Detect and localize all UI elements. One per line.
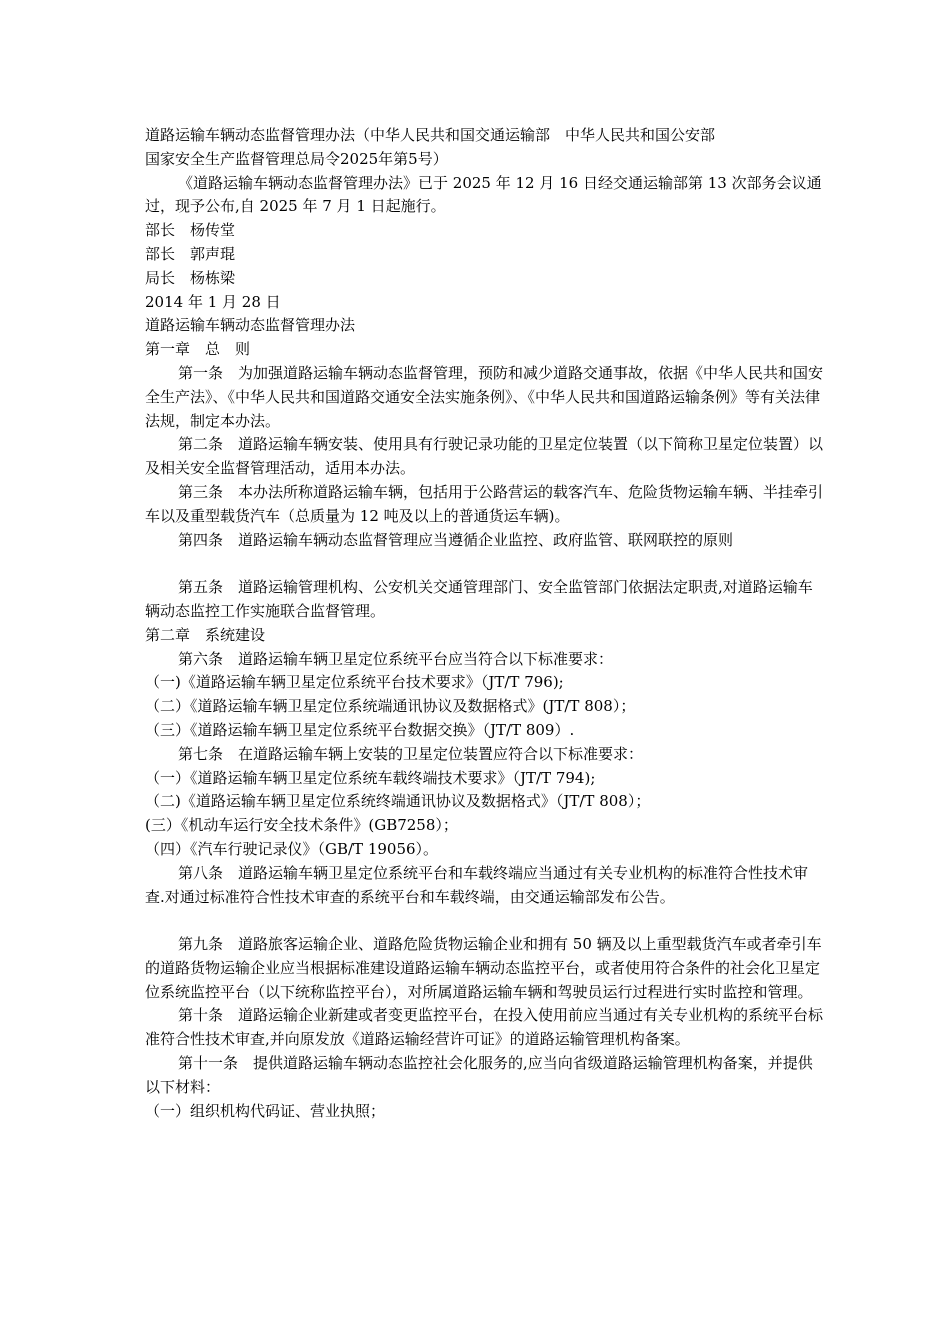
article-7-item-4: （四）《汽车行驶记录仪》（GB/T 19056）。 bbox=[145, 839, 439, 858]
chapter-2-heading: 第二章 系统建设 bbox=[145, 625, 266, 644]
announcement-paragraph: 《道路运输车辆动态监督管理办法》已于 2025 年 12 月 16 日经交通运输部第 13 次部务会议通过，现予公布,自 2025 年 7 月 1 日起施行。 bbox=[145, 173, 822, 216]
document-title: 道路运输车辆动态监督管理办法 bbox=[145, 316, 356, 335]
header-line-2: 国家安全生产监督管理总局令2025年第5号） bbox=[145, 149, 448, 168]
article-11: 第十一条 提供道路运输车辆动态监控社会化服务的,应当向省级道路运输管理机构备案，并提供以下材料： bbox=[145, 1054, 813, 1096]
article-6-item-2: （二）《道路运输车辆卫星定位系统端通讯协议及数据格式》(JT/T 808）； bbox=[145, 697, 636, 716]
signature-minister-security: 部长 郭声琨 bbox=[145, 244, 236, 263]
article-2: 第二条 道路运输车辆安装、使用具有行驶记录功能的卫星定位装置（以下简称卫星定位装置）以及相关安全监督管理活动，适用本办法。 bbox=[145, 435, 824, 478]
article-6-item-3: （三）《道路运输车辆卫星定位系统平台数据交换》（JT/T 809）. bbox=[145, 720, 575, 739]
article-6: 第六条 道路运输车辆卫星定位系统平台应当符合以下标准要求： bbox=[178, 649, 614, 668]
article-10: 第十条 道路运输企业新建或者变更监控平台，在投入使用前应当通过有关专业机构的系统平台标准符合性技术审查,并向原发放《道路运输经营许可证》的道路运输管理机构备案。 bbox=[145, 1006, 824, 1049]
article-1: 第一条 为加强道路运输车辆动态监督管理，预防和减少道路交通事故，依据《中华人民共和国安全生产法》、《中华人民共和国道路交通安全法实施条例》、《中华人民共和国道路运输条例》等有关法律法规，制定本办法。 bbox=[145, 363, 824, 430]
article-4: 第四条 道路运输车辆动态监督管理应当遵循企业监控、政府监管、联网联控的原则 bbox=[178, 530, 734, 549]
article-3: 第三条 本办法所称道路运输车辆，包括用于公路营运的载客汽车、危险货物运输车辆、半挂牵引车以及重型载货汽车（总质量为 12 吨及以上的普通货运车辆)。 bbox=[145, 482, 824, 525]
article-8: 第八条 道路运输车辆卫星定位系统平台和车载终端应当通过有关专业机构的标准符合性技术审查.对通过标准符合性技术审查的系统平台和车载终端，由交通运输部发布公告。 bbox=[145, 863, 809, 906]
article-7: 第七条 在道路运输车辆上安装的卫星定位装置应符合以下标准要求： bbox=[178, 744, 644, 763]
article-7-item-3: (三）《机动车运行安全技术条件》(GB7258）； bbox=[145, 816, 458, 835]
signature-director-safety: 局长 杨栋梁 bbox=[145, 268, 236, 287]
paragraph-gap bbox=[145, 909, 825, 933]
article-7-item-1: （一）《道路运输车辆卫星定位系统车载终端技术要求》（JT/T 794); bbox=[145, 768, 596, 787]
article-5: 第五条 道路运输管理机构、公安机关交通管理部门、安全监管部门依据法定职责,对道路运输车辆动态监控工作实施联合监督管理。 bbox=[145, 578, 813, 620]
paragraph-gap bbox=[145, 552, 825, 576]
signature-minister-transport: 部长 杨传堂 bbox=[145, 221, 236, 240]
article-6-item-1: （一)《道路运输车辆卫星定位系统平台技术要求》（JT/T 796); bbox=[145, 673, 564, 692]
article-11-item-1: （一）组织机构代码证、营业执照； bbox=[145, 1101, 386, 1120]
document-body bbox=[145, 124, 825, 1123]
header-line-1: 道路运输车辆动态监督管理办法（中华人民共和国交通运输部 中华人民共和国公安部 bbox=[145, 126, 716, 144]
issue-date: 2014 年 1 月 28 日 bbox=[145, 292, 281, 311]
chapter-1-heading: 第一章 总 则 bbox=[145, 340, 251, 359]
article-7-item-2: （二)《道路运输车辆卫星定位系统终端通讯协议及数据格式》（JT/T 808）； bbox=[145, 792, 651, 811]
article-9: 第九条 道路旅客运输企业、道路危险货物运输企业和拥有 50 辆及以上重型载货汽车或者牵引车的道路货物运输企业应当根据标准建设道路运输车辆动态监控平台，或者使用符合条件的社会化卫星定位系统监控平台（以下统称监控平台），对所属道路运输车辆和驾驶员运行过程进行实时监控和管理。 bbox=[145, 935, 822, 1001]
